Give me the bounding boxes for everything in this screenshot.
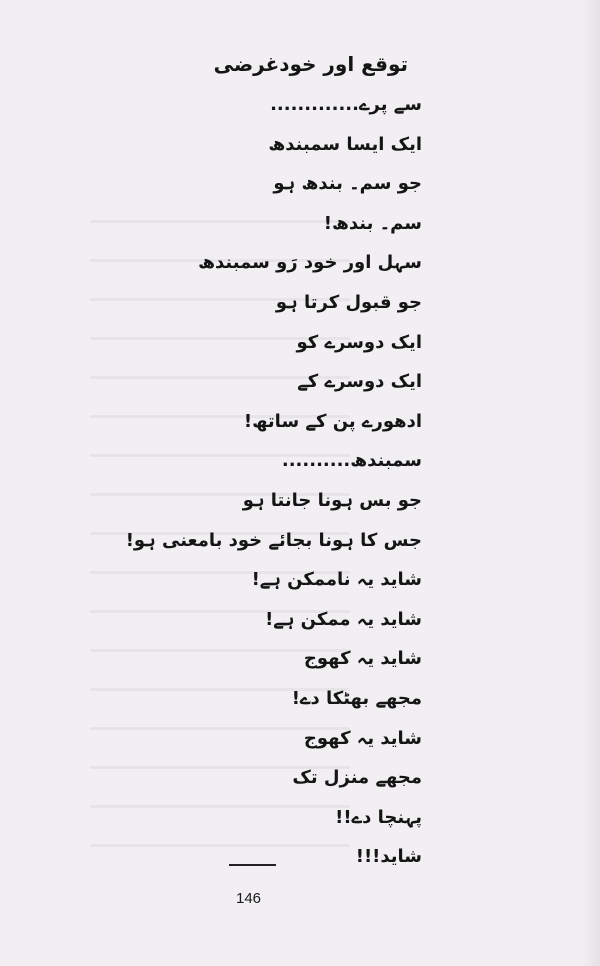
poem-line: ایک دوسرے کے bbox=[297, 371, 422, 393]
page-edge-shadow bbox=[582, 0, 600, 966]
poem bbox=[92, 50, 422, 884]
poem-line: سے پرے............. bbox=[270, 94, 422, 115]
poem-line: جس کا ہونا بجائے خود بامعنی ہو! bbox=[125, 529, 422, 551]
poem-line: جو قبول کرتا ہو bbox=[275, 291, 422, 313]
poem-line: ایک ایسا سمبندھ bbox=[268, 133, 422, 155]
poem-line: شاید یہ کھوج bbox=[303, 727, 422, 749]
poem-line: شاید یہ کھوج bbox=[303, 648, 422, 670]
poem-title: توقع اور خودغرضی bbox=[213, 52, 408, 76]
poem-line: شاید!!! bbox=[355, 846, 422, 868]
poem-line: مجھے منزل تک bbox=[292, 767, 422, 789]
page-number: 146 bbox=[236, 890, 262, 907]
poem-line: سم۔ بندھ! bbox=[323, 212, 422, 234]
poem-line: سمبندھ.......... bbox=[281, 450, 422, 472]
footer-rule bbox=[229, 864, 276, 866]
poem-line: جو سم۔ بندھ ہو bbox=[273, 173, 422, 195]
poem-line: ادھورے پن کے ساتھ! bbox=[243, 410, 422, 432]
poem-line: شاید یہ ناممکن ہے! bbox=[251, 569, 422, 591]
poem-line: شاید یہ ممکن ہے! bbox=[265, 608, 422, 630]
poem-line: پہنچا دے!! bbox=[335, 806, 422, 828]
poem-line: مجھے بھٹکا دے! bbox=[291, 687, 422, 709]
poem-line: سہل اور خود رَو سمبندھ bbox=[198, 252, 422, 274]
poem-line: ایک دوسرے کو bbox=[296, 331, 422, 353]
poem-line: جو بس ہونا جانتا ہو bbox=[242, 489, 422, 511]
